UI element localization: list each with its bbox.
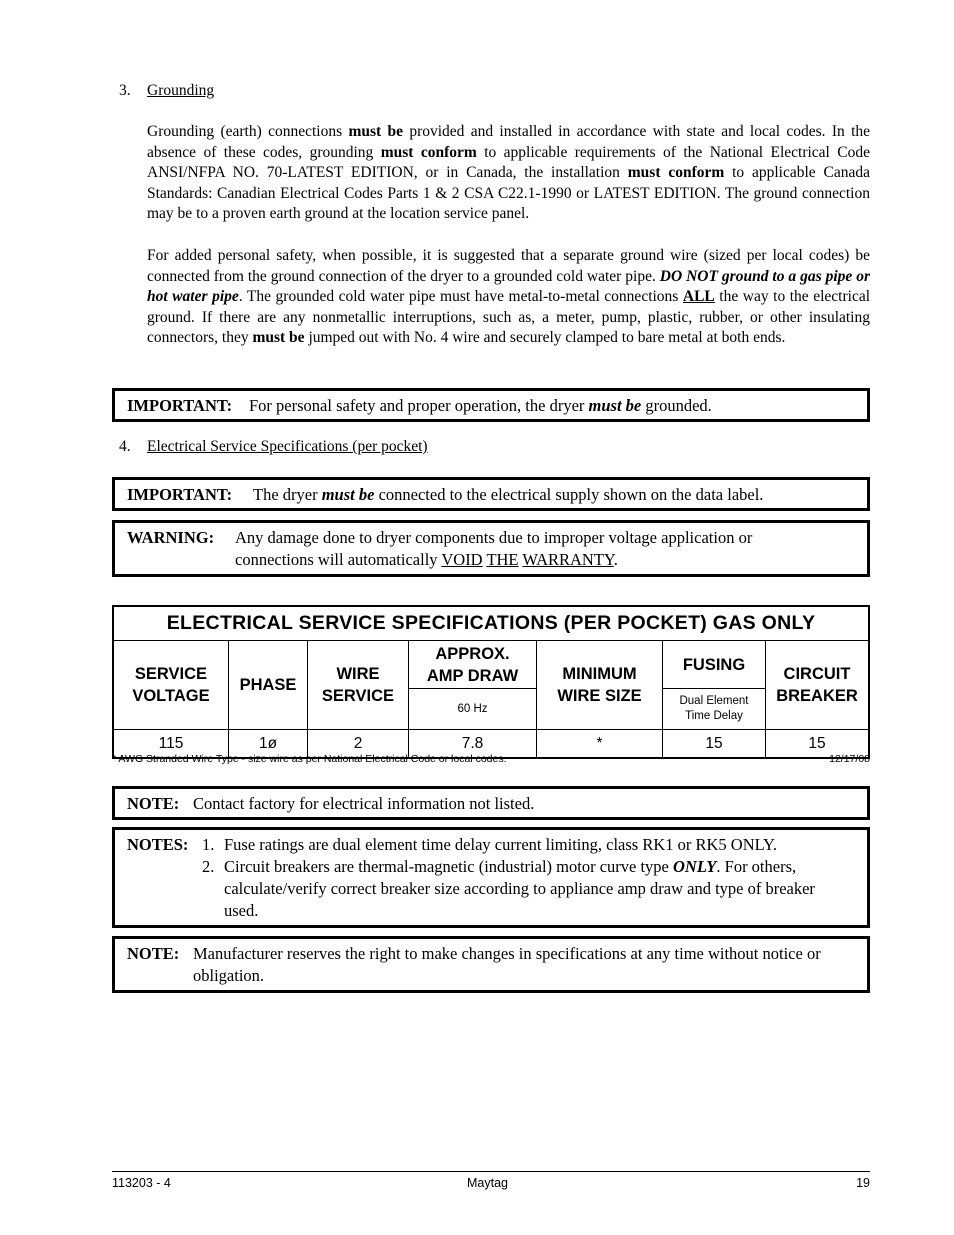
warning-line-2: connections will automatically VOID THE WARRANTY.	[235, 550, 618, 569]
section-title: Electrical Service Specifications (per pocket)	[147, 438, 428, 455]
important-label: IMPORTANT:	[127, 485, 233, 504]
grounding-paragraph-2: For added personal safety, when possible, it is suggested that a separate ground wire (sized per local codes) be connected from the ground connection of the dryer to a grounded cold water pipe. DO NOT ground to a gas pipe or hot water pipe. The grounded cold water pipe must have metal-to-metal connections ALL the way to the electrical ground. If there are any nonmetallic interruptions, such as, a meter, pump, plastic, rubber, or other insulating connectors, they must be jumped out with No. 4 wire and securely clamped to bare metal at both ends.	[147, 247, 871, 347]
grounding-paragraph-1: Grounding (earth) connections must be provided and installed in accordance with state and local codes. In the absence of these codes, grounding must conform to applicable requirements of the National Electrical Code ANSI/NFPA NO. 70-LATEST EDITION, or in Canada, the installation must conform to applicable Canada Standards: Canadian Electrical Codes Parts 1 & 2 CSA C22.1-1990 or LATEST EDITION. The ground connection may be to a proven earth ground at the location service panel.	[147, 123, 871, 223]
section-3-heading	[119, 81, 319, 101]
note-line-1: Manufacturer reserves the right to make changes in specifications at any time without notice or	[193, 944, 821, 963]
header-amp-draw: APPROX. AMP DRAW	[409, 641, 537, 689]
cell-wire-service: 2	[308, 730, 409, 759]
note-1-text: Fuse ratings are dual element time delay current limiting, class RK1 or RK5 ONLY.	[224, 835, 777, 854]
header-wire-service: WIRE SERVICE	[308, 641, 409, 730]
notes-box	[112, 827, 870, 928]
footer-doc-number: 113203 - 4	[112, 1176, 171, 1190]
note-2-number: 2.	[202, 857, 215, 876]
section-number: 3.	[119, 82, 131, 99]
header-fusing-sub: Dual Element Time Delay	[663, 689, 766, 730]
note-label: NOTE:	[127, 794, 180, 813]
header-minimum-wire-size: MINIMUM WIRE SIZE	[537, 641, 663, 730]
electrical-specifications-table	[112, 605, 870, 759]
note-line-2: obligation.	[193, 966, 265, 985]
header-service-voltage: SERVICE VOLTAGE	[113, 641, 229, 730]
table-date: 12/17/08	[829, 753, 870, 765]
warning-box	[112, 520, 870, 577]
header-phase: PHASE	[229, 641, 308, 730]
header-amp-draw-sub: 60 Hz	[409, 689, 537, 730]
note-2-line-1: Circuit breakers are thermal-magnetic (industrial) motor curve type ONLY. For others,	[224, 857, 797, 876]
cell-fusing: 15	[663, 730, 766, 759]
note-contact-box	[112, 786, 870, 820]
note-1-number: 1.	[202, 835, 215, 854]
footer-divider	[112, 1171, 870, 1172]
note-label: NOTE:	[127, 944, 180, 963]
note-manufacturer-box	[112, 936, 870, 993]
warning-line-1: Any damage done to dryer components due to improper voltage application or	[235, 528, 753, 547]
note-2-line-2: calculate/verify correct breaker size according to appliance amp draw and type of breaker	[224, 879, 815, 898]
cell-amp-draw: 7.8	[409, 730, 537, 759]
note-2-line-3: used.	[224, 901, 259, 920]
notes-label: NOTES:	[127, 835, 189, 854]
cell-phase: 1ø	[229, 730, 308, 759]
section-number: 4.	[119, 438, 131, 455]
table-title: ELECTRICAL SERVICE SPECIFICATIONS (PER POCKET) GAS ONLY	[113, 606, 869, 641]
footer-page-number: 19	[856, 1176, 870, 1190]
section-title: Grounding	[147, 82, 215, 99]
header-fusing: FUSING	[663, 641, 766, 689]
table-footnote: * AWG Stranded Wire Type - size wire as per National Electrical Code or local codes.	[112, 753, 507, 765]
cell-minimum-wire-size: *	[537, 730, 663, 759]
section-4-heading	[119, 437, 519, 457]
important-text: The dryer must be connected to the electrical supply shown on the data label.	[253, 485, 764, 504]
important-label: IMPORTANT:	[127, 396, 233, 415]
important-text: For personal safety and proper operation, the dryer must be grounded.	[249, 396, 712, 415]
header-circuit-breaker: CIRCUIT BREAKER	[766, 641, 870, 730]
cell-circuit-breaker: 15	[766, 730, 870, 759]
important-supply-box	[112, 477, 870, 511]
important-grounding-box	[112, 388, 870, 422]
cell-service-voltage: 115	[113, 730, 229, 759]
note-text: Contact factory for electrical information not listed.	[193, 794, 535, 813]
footer-brand: Maytag	[467, 1176, 508, 1190]
warning-label: WARNING:	[127, 528, 215, 547]
